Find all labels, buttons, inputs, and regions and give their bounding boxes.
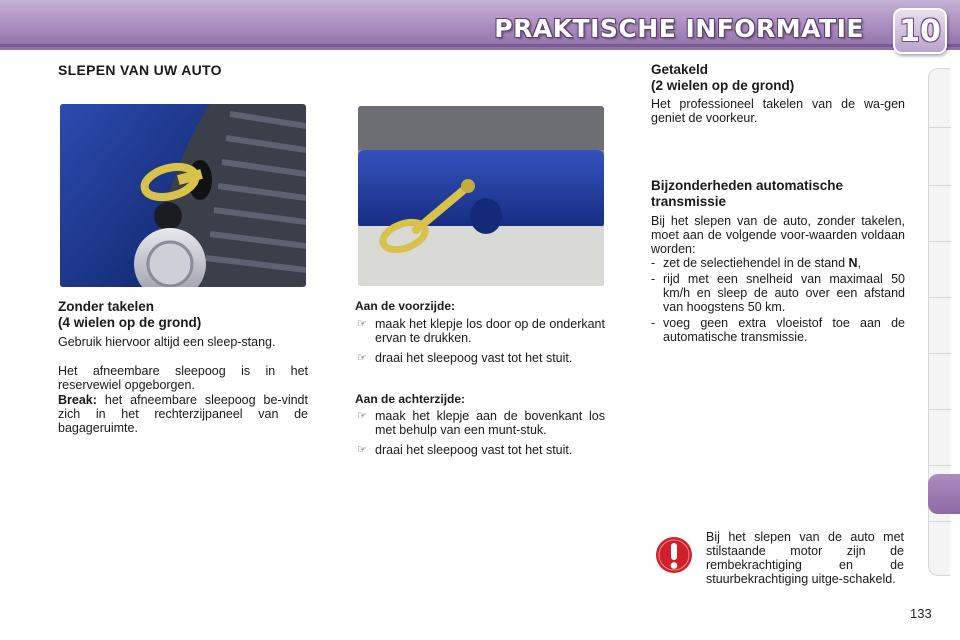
list-item: ☞ draai het sleepoog vast tot het stuit.: [357, 443, 573, 457]
tow-heading: Getakeld (2 wielen op de grond): [651, 62, 795, 93]
no-tow-heading: Zonder takelen (4 wielen op de grond): [58, 299, 202, 330]
break-label: Break:: [58, 393, 97, 407]
chapter-title: PRAKTISCHE INFORMATIE: [494, 14, 864, 43]
page-title: SLEPEN VAN UW AUTO: [58, 62, 222, 78]
list-item: ☞ draai het sleepoog vast tot het stuit.: [357, 351, 573, 365]
side-tab-divider: [929, 241, 951, 242]
list-item: ☞ maak het klepje aan de bovenkant los met behulp van een munt-stuk.: [357, 409, 605, 437]
list-item: - rijd met een snelheid van maximaal 50 km/h en sleep de auto over een afstand van hoogstens 50 km.: [651, 272, 905, 314]
front-steps: [355, 317, 605, 371]
list-item: - zet de selectiehendel in de stand N,: [651, 256, 862, 270]
header-stripe: [0, 44, 960, 47]
rear-tow-eye-photo: [358, 106, 604, 286]
no-tow-paragraph-1: Gebruik hiervoor altijd een sleep-stang.: [58, 335, 276, 349]
automatic-heading: Bijzonderheden automatische transmissie: [651, 178, 844, 209]
chapter-badge: [893, 8, 947, 54]
tow-paragraph: Het professioneel takelen van de wa-gen geniet de voorkeur.: [651, 97, 905, 125]
side-tab-active-chapter[interactable]: [928, 474, 960, 514]
list-item: ☞ maak het klepje los door op de onderkant ervan te drukken.: [357, 317, 605, 345]
automatic-conditions: [651, 256, 905, 346]
side-tab-divider: [929, 353, 951, 354]
list-item: - voeg geen extra vloeistof toe aan de automatische transmissie.: [651, 316, 905, 344]
warning-text: Bij het slepen van de auto met stilstaande motor zijn de rembekrachtiging en de stuurbekrachtiging uitge-schakeld.: [706, 530, 904, 586]
pointing-hand-icon: ☞: [357, 318, 367, 330]
exclamation-icon: [655, 536, 693, 574]
side-tab-divider: [929, 185, 951, 186]
break-note: [58, 393, 308, 435]
side-tab-divider: [929, 465, 951, 466]
side-tab-divider: [929, 521, 951, 522]
break-text: het afneembare sleepoog be-vindt zich in het rechterzijpaneel van de bagageruimte.: [58, 393, 308, 435]
rear-steps: [355, 409, 605, 463]
automatic-paragraph: Bij het slepen van de auto, zonder takelen, moet aan de volgende voor-waarden voldaan worden:: [651, 214, 905, 256]
side-tab-divider: [929, 409, 951, 410]
chapter-number: 10: [899, 13, 941, 49]
side-tab-divider: [929, 297, 951, 298]
pointing-hand-icon: ☞: [357, 444, 367, 456]
front-tow-eye-photo: [60, 104, 306, 287]
side-tab-divider: [929, 127, 951, 128]
no-tow-paragraph-2: Het afneembare sleepoog is in het reservewiel opgeborgen.: [58, 364, 308, 392]
front-heading: Aan de voorzijde:: [355, 299, 456, 313]
rear-heading: Aan de achterzijde:: [355, 392, 466, 406]
pointing-hand-icon: ☞: [357, 410, 367, 422]
page-number: 133: [910, 606, 932, 621]
pointing-hand-icon: ☞: [357, 352, 367, 364]
